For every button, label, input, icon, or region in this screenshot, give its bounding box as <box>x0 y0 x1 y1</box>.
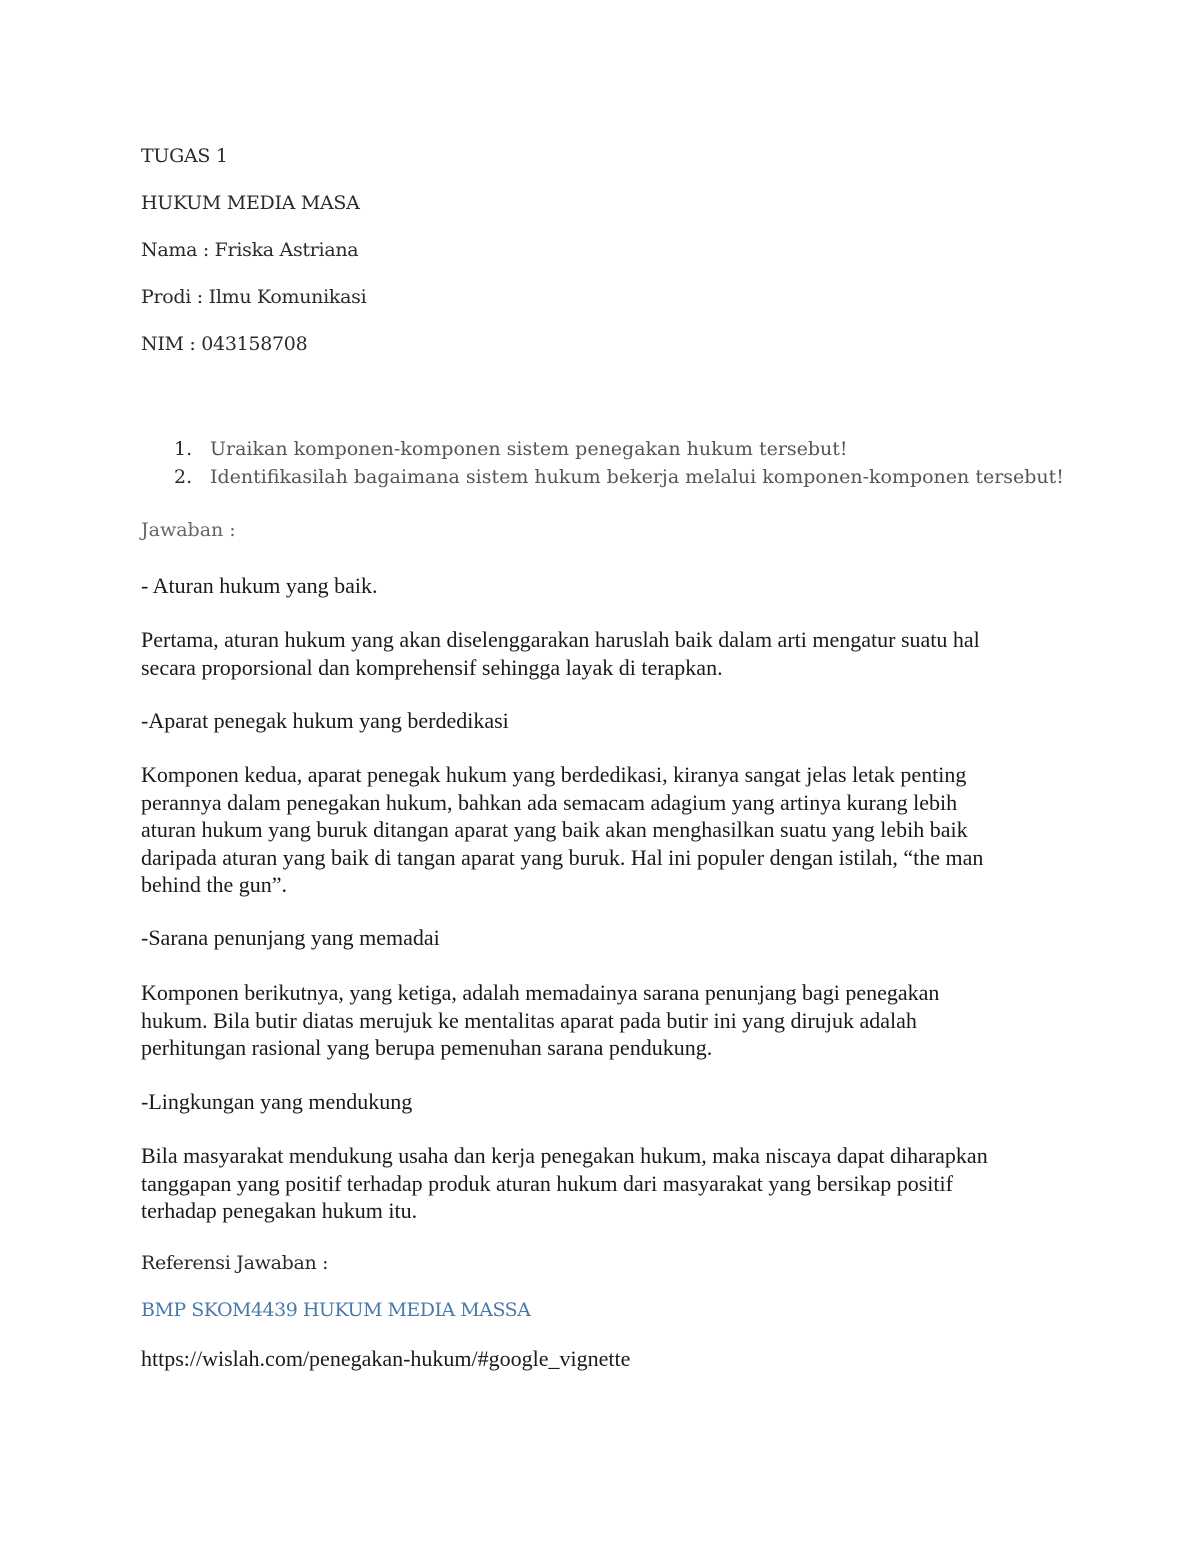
study-program: Prodi : Ilmu Komunikasi <box>141 286 367 308</box>
section-paragraph-sarana <box>141 979 1071 1062</box>
paragraph-line: hukum. Bila butir diatas merujuk ke mentalitas aparat pada butir ini yang dirujuk adalah <box>141 1007 917 1033</box>
paragraph-line: Pertama, aturan hukum yang akan diselenggarakan haruslah baik dalam arti mengatur suatu hal <box>141 627 980 652</box>
reference-url[interactable]: https://wislah.com/penegakan-hukum/#google_vignette <box>141 1346 631 1371</box>
assignment-title: TUGAS 1 <box>141 145 228 167</box>
section-heading-sarana: -Sarana penunjang yang memadai <box>141 925 440 950</box>
paragraph-line: Komponen kedua, aparat penegak hukum yang berdedikasi, kiranya sangat jelas letak penting <box>141 762 967 787</box>
paragraph-line: terhadap penegakan hukum itu. <box>141 1198 418 1223</box>
question-number-2: 2. <box>174 466 193 488</box>
paragraph-line: behind the gun”. <box>141 872 288 897</box>
section-heading-aturan: - Aturan hukum yang baik. <box>141 573 378 598</box>
question-text-2: Identifikasilah bagaimana sistem hukum bekerja melalui komponen-komponen tersebut! <box>210 466 1064 488</box>
question-text-1: Uraikan komponen-komponen sistem penegakan hukum tersebut! <box>210 438 848 460</box>
paragraph-line: Komponen berikutnya, yang ketiga, adalah memadainya sarana penunjang bagi penegakan <box>141 980 940 1005</box>
answer-label: Jawaban : <box>141 519 236 541</box>
course-title: HUKUM MEDIA MASA <box>141 192 360 214</box>
question-number-1: 1. <box>174 438 193 460</box>
section-paragraph-aparat <box>141 761 1071 899</box>
reference-book: BMP SKOM4439 HUKUM MEDIA MASSA <box>141 1299 531 1321</box>
section-heading-lingkungan: -Lingkungan yang mendukung <box>141 1089 413 1114</box>
paragraph-line: aturan hukum yang buruk ditangan aparat yang baik akan menghasilkan suatu yang lebih baik <box>141 817 968 842</box>
paragraph-line: daripada aturan yang baik di tangan aparat yang buruk. Hal ini populer dengan istilah, “the man <box>141 844 984 870</box>
paragraph-line: Bila masyarakat mendukung usaha dan kerja penegakan hukum, maka niscaya dapat diharapkan <box>141 1143 988 1168</box>
references-label: Referensi Jawaban : <box>141 1252 329 1274</box>
section-heading-aparat: -Aparat penegak hukum yang berdedikasi <box>141 708 509 733</box>
paragraph-line: perannya dalam penegakan hukum, bahkan ada semacam adagium yang artinya kurang lebih <box>141 789 958 815</box>
paragraph-line: secara proporsional dan komprehensif sehingga layak di terapkan. <box>141 654 723 680</box>
section-paragraph-lingkungan <box>141 1142 1071 1225</box>
section-paragraph-aturan <box>141 626 1071 681</box>
student-name: Nama : Friska Astriana <box>141 239 359 261</box>
paragraph-line: tanggapan yang positif terhadap produk aturan hukum dari masyarakat yang bersikap positif <box>141 1170 953 1196</box>
paragraph-line: perhitungan rasional yang berupa pemenuhan sarana pendukung. <box>141 1035 713 1060</box>
student-id: NIM : 043158708 <box>141 333 308 355</box>
